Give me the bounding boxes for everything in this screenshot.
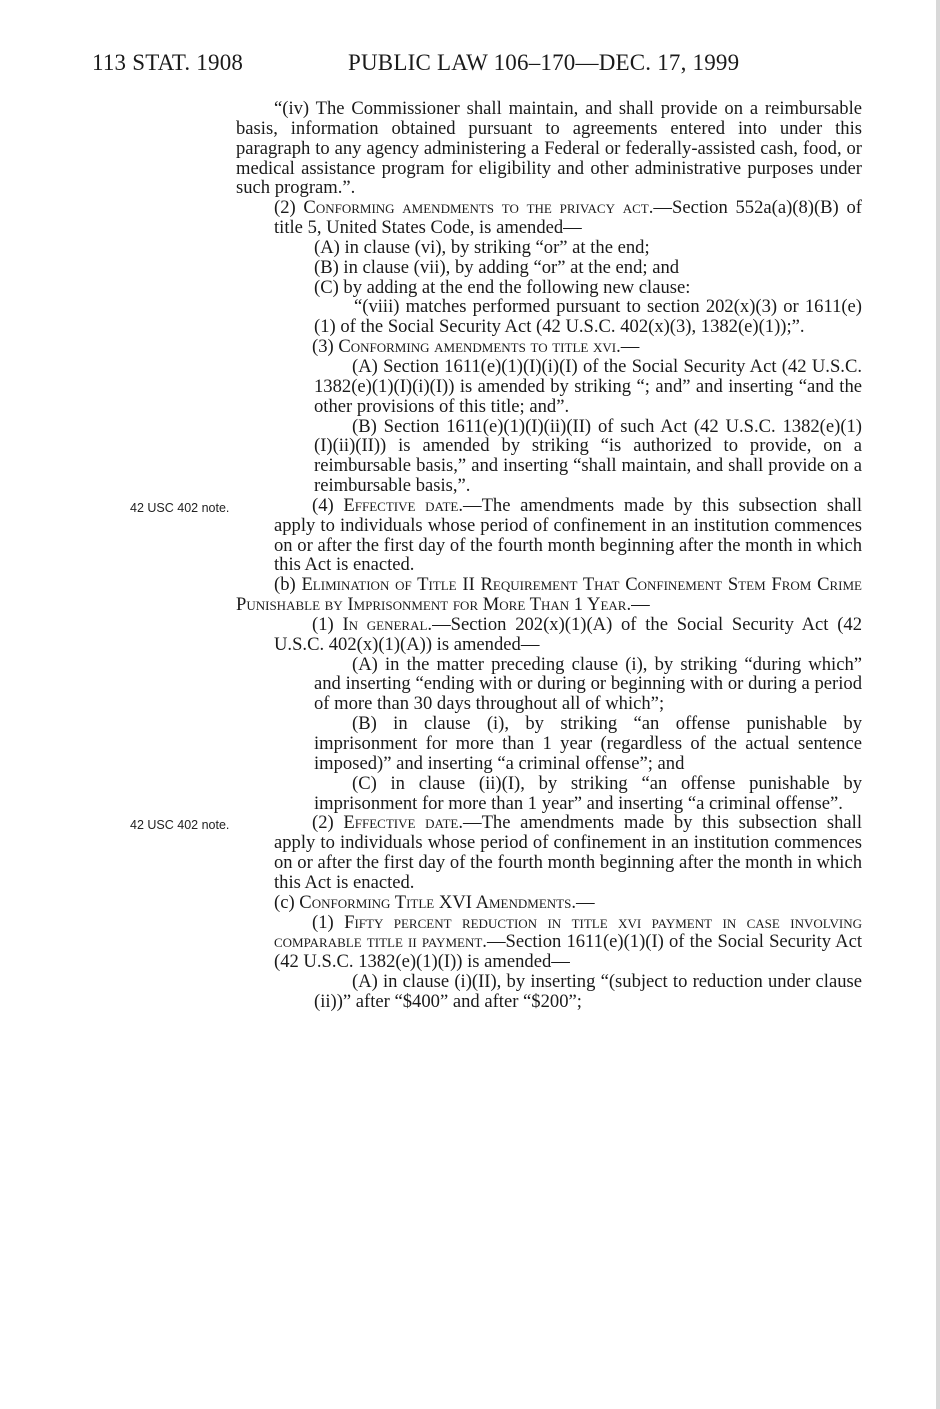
subsection-c-letter: (c) bbox=[274, 891, 300, 913]
paragraph-2-heading: Conforming amendments to the privacy act. bbox=[303, 197, 654, 219]
subsection-c bbox=[274, 893, 862, 913]
paragraph-4-text: —The amendments made by this subsection shall apply to individuals whose period of confinement in an institution commences on or after the first day of the fourth month beginning after the month in which this Act is enacted. bbox=[274, 494, 862, 576]
public-law-title: PUBLIC LAW 106–170—DEC. 17, 1999 bbox=[348, 50, 740, 75]
scan-edge-shading bbox=[936, 0, 940, 1409]
subsection-b-heading: Elimination of Title II Requirement That Confinement Stem From Crime Punishable by Imprisonment for More Than 1 Year. bbox=[236, 574, 862, 616]
paragraph-3-a: (A) Section 1611(e)(1)(I)(i)(I) of the Social Security Act (42 U.S.C. 1382(e)(1)(I)(i)(I)) is amended by striking “; and” and inserting “and the other provisions of this title; and”. bbox=[314, 355, 862, 417]
paragraph-2-number: (2) bbox=[274, 197, 304, 219]
paragraph-b1-b: (B) in clause (i), by striking “an offense punishable by imprisonment for more than 1 year (regardless of the actual sentence imposed)” and inserting “a criminal offense”; and bbox=[314, 713, 862, 774]
margin-note-2: 42 USC 402 note. bbox=[130, 818, 230, 833]
paragraph-b1-heading: In general. bbox=[342, 613, 433, 635]
paragraph-b1 bbox=[274, 615, 862, 655]
paragraph-b1-a: (A) in the matter preceding clause (i), by striking “during which” and inserting “ending with or during or beginning with or during a period of more than 30 days throughout all of which”; bbox=[314, 653, 862, 715]
paragraph-b2-heading: Effective date. bbox=[343, 812, 463, 834]
clause-viii: “(viii) matches performed pursuant to section 202(x)(3) or 1611(e)(1) of the Social Security Act (42 U.S.C. 402(x)(3), 1382(e)(1));”. bbox=[314, 296, 862, 338]
paragraph-c1-heading: Fifty percent reduction in title xvi payment in case involving comparable title ii payment. bbox=[274, 911, 862, 953]
paragraph-4-heading: Effective date. bbox=[343, 494, 463, 516]
paragraph-b1-number: (1) bbox=[312, 613, 343, 635]
paragraph-3-number: (3) bbox=[312, 336, 339, 358]
paragraph-2-a: (A) in clause (vi), by striking “or” at the end; bbox=[314, 236, 650, 258]
paragraph-3 bbox=[274, 337, 862, 357]
paragraph-c1-number: (1) bbox=[312, 911, 345, 933]
paragraph-b1-c: (C) in clause (ii)(I), by striking “an offense punishable by imprisonment for more than 1 year” and inserting “a criminal offense”. bbox=[314, 772, 862, 814]
paragraph-c1-a: (A) in clause (i)(II), by inserting “(subject to reduction under clause (ii))” after “$400” and after “$200”; bbox=[314, 971, 862, 1012]
paragraph-b2-text: —The amendments made by this subsection shall apply to individuals whose period of confinement in an institution commences on or after the first day of the fourth month beginning after the month in which this Act is enacted. bbox=[274, 812, 862, 893]
paragraph-4 bbox=[130, 494, 862, 576]
paragraph-2 bbox=[274, 198, 862, 238]
paragraph-2-b: (B) in clause (vii), by adding “or” at the end; and bbox=[314, 256, 680, 278]
paragraph-3-dash: — bbox=[620, 336, 640, 358]
paragraph-b2-number: (2) bbox=[312, 812, 344, 834]
paragraph-2-text: —Section 552a(a)(8)(B) of title 5, United States Code, is amended— bbox=[274, 197, 862, 239]
subsection-c-heading: Conforming Title XVI Amendments. bbox=[299, 891, 576, 913]
margin-note-1: 42 USC 402 note. bbox=[130, 500, 230, 515]
paragraph-2-c: (C) by adding at the end the following new clause: bbox=[314, 276, 691, 298]
paragraph-3-b: (B) Section 1611(e)(1)(I)(ii)(II) of such Act (42 U.S.C. 1382(e)(1)(I)(ii)(II)) is amended by striking “is authorized to provide, on a reimbursable basis,” and inserting “shall maintain, and shall provide on a reimbursable basis,”. bbox=[314, 415, 862, 497]
subsection-b bbox=[236, 575, 862, 615]
clause-iv-paragraph: “(iv) The Commissioner shall maintain, and shall provide on a reimbursable basis, information obtained pursuant to agreements entered into under this paragraph to any agency administering a Federal or federally-assisted cash, food, or medical assistance program for eligibility and other administrative purposes under such program.”. bbox=[236, 98, 862, 199]
paragraph-b2 bbox=[130, 812, 862, 893]
statute-body bbox=[130, 98, 862, 1012]
subsection-b-letter: (b) bbox=[274, 574, 302, 596]
paragraph-b1-text: —Section 202(x)(1)(A) of the Social Security Act (42 U.S.C. 402(x)(1)(A)) is amended— bbox=[274, 613, 862, 655]
statute-page-number: 113 STAT. 1908 bbox=[92, 50, 244, 75]
subsection-c-dash: — bbox=[575, 891, 595, 913]
subsection-b-dash: — bbox=[631, 594, 650, 616]
paragraph-3-heading: Conforming amendments to title xvi. bbox=[338, 336, 621, 358]
paragraph-c1-text: —Section 1611(e)(1)(I) of the Social Security Act (42 U.S.C. 1382(e)(1)(I)) is amended— bbox=[274, 931, 862, 973]
paragraph-c1 bbox=[274, 913, 862, 973]
paragraph-4-number: (4) bbox=[312, 494, 344, 516]
